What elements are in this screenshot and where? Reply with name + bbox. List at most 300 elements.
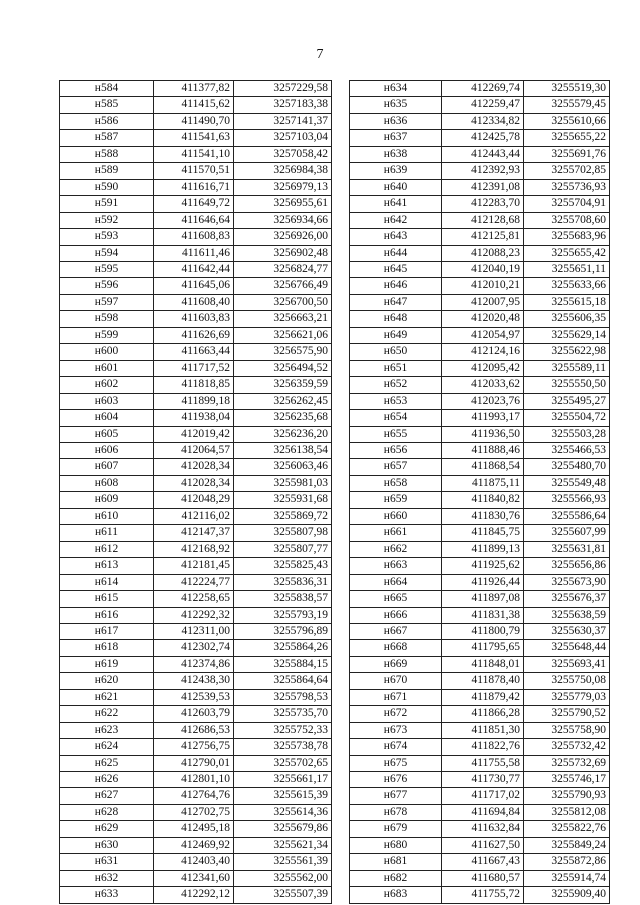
table-row (350, 870, 610, 886)
y-coordinate-cell: 3255633,66 (524, 278, 610, 294)
table-row (350, 558, 610, 574)
table-row (60, 788, 332, 804)
x-coordinate-cell: 411415,62 (154, 97, 234, 113)
point-id-cell: н592 (60, 212, 154, 228)
x-coordinate-cell: 412539,53 (154, 689, 234, 705)
x-coordinate-cell: 411866,28 (442, 706, 524, 722)
table-row (60, 887, 332, 903)
point-id-cell: н648 (350, 311, 442, 327)
y-coordinate-cell: 3255629,14 (524, 327, 610, 343)
x-coordinate-cell: 412495,18 (154, 821, 234, 837)
x-coordinate-cell: 411875,11 (442, 475, 524, 491)
table-row (350, 212, 610, 228)
point-id-cell: н613 (60, 558, 154, 574)
point-id-cell: н678 (350, 804, 442, 820)
table-row (350, 146, 610, 162)
y-coordinate-cell: 3255793,19 (234, 607, 332, 623)
table-row (350, 410, 610, 426)
table-row (60, 97, 332, 113)
x-coordinate-cell: 412292,12 (154, 887, 234, 903)
y-coordinate-cell: 3255732,69 (524, 755, 610, 771)
x-coordinate-cell: 411897,08 (442, 591, 524, 607)
y-coordinate-cell: 3255864,64 (234, 673, 332, 689)
x-coordinate-cell: 411680,57 (442, 870, 524, 886)
point-id-cell: н621 (60, 689, 154, 705)
y-coordinate-cell: 3255746,17 (524, 772, 610, 788)
y-coordinate-cell: 3255864,26 (234, 640, 332, 656)
x-coordinate-cell: 412443,44 (442, 146, 524, 162)
x-coordinate-cell: 411608,40 (154, 294, 234, 310)
point-id-cell: н624 (60, 739, 154, 755)
y-coordinate-cell: 3256663,21 (234, 311, 332, 327)
y-coordinate-cell: 3255750,08 (524, 673, 610, 689)
x-coordinate-cell: 411899,13 (442, 541, 524, 557)
x-coordinate-cell: 412311,00 (154, 623, 234, 639)
table-row (60, 558, 332, 574)
x-coordinate-cell: 412048,29 (154, 492, 234, 508)
table-row (350, 97, 610, 113)
point-id-cell: н653 (350, 393, 442, 409)
x-coordinate-cell: 412756,75 (154, 739, 234, 755)
point-id-cell: н635 (350, 97, 442, 113)
x-coordinate-cell: 411795,65 (442, 640, 524, 656)
y-coordinate-cell: 3255693,41 (524, 656, 610, 672)
y-coordinate-cell: 3255562,00 (234, 870, 332, 886)
x-coordinate-cell: 412302,74 (154, 640, 234, 656)
y-coordinate-cell: 3257141,37 (234, 113, 332, 129)
x-coordinate-cell: 411830,76 (442, 508, 524, 524)
table-row (60, 163, 332, 179)
y-coordinate-cell: 3256926,00 (234, 229, 332, 245)
x-coordinate-cell: 411645,06 (154, 278, 234, 294)
point-id-cell: н637 (350, 130, 442, 146)
x-coordinate-cell: 412801,10 (154, 772, 234, 788)
point-id-cell: н598 (60, 311, 154, 327)
table-row (60, 327, 332, 343)
table-row (350, 706, 610, 722)
point-id-cell: н640 (350, 179, 442, 195)
table-row (60, 475, 332, 491)
table-row (350, 278, 610, 294)
y-coordinate-cell: 3255981,03 (234, 475, 332, 491)
point-id-cell: н673 (350, 722, 442, 738)
table-row (350, 804, 610, 820)
table-row (350, 294, 610, 310)
x-coordinate-cell: 412259,47 (442, 97, 524, 113)
y-coordinate-cell: 3256700,50 (234, 294, 332, 310)
y-coordinate-cell: 3256359,59 (234, 377, 332, 393)
y-coordinate-cell: 3255683,96 (524, 229, 610, 245)
table-row (60, 508, 332, 524)
y-coordinate-cell: 3256984,38 (234, 163, 332, 179)
table-row (60, 212, 332, 228)
table-row (350, 854, 610, 870)
x-coordinate-cell: 411899,18 (154, 393, 234, 409)
y-coordinate-cell: 3255566,93 (524, 492, 610, 508)
x-coordinate-cell: 412019,42 (154, 426, 234, 442)
point-id-cell: н630 (60, 837, 154, 853)
y-coordinate-cell: 3255507,39 (234, 887, 332, 903)
y-coordinate-cell: 3256934,66 (234, 212, 332, 228)
table-row (350, 887, 610, 903)
point-id-cell: н627 (60, 788, 154, 804)
point-id-cell: н610 (60, 508, 154, 524)
x-coordinate-cell: 411570,51 (154, 163, 234, 179)
y-coordinate-cell: 3255779,03 (524, 689, 610, 705)
table-row (350, 196, 610, 212)
table-row (60, 804, 332, 820)
x-coordinate-cell: 412054,97 (442, 327, 524, 343)
table-row (60, 294, 332, 310)
table-row (60, 772, 332, 788)
point-id-cell: н641 (350, 196, 442, 212)
table-row (350, 163, 610, 179)
point-id-cell: н629 (60, 821, 154, 837)
x-coordinate-cell: 411879,42 (442, 689, 524, 705)
y-coordinate-cell: 3255480,70 (524, 459, 610, 475)
point-id-cell: н662 (350, 541, 442, 557)
y-coordinate-cell: 3255758,90 (524, 722, 610, 738)
table-row (350, 755, 610, 771)
table-row (350, 591, 610, 607)
table-row (60, 689, 332, 705)
y-coordinate-cell: 3255673,90 (524, 574, 610, 590)
table-row (350, 311, 610, 327)
x-coordinate-cell: 411717,02 (442, 788, 524, 804)
point-id-cell: н649 (350, 327, 442, 343)
point-id-cell: н590 (60, 179, 154, 195)
table-row (60, 623, 332, 639)
table-row (350, 821, 610, 837)
x-coordinate-cell: 411377,82 (154, 81, 234, 97)
table-row (350, 360, 610, 376)
point-id-cell: н616 (60, 607, 154, 623)
x-coordinate-cell: 412125,81 (442, 229, 524, 245)
x-coordinate-cell: 411868,54 (442, 459, 524, 475)
x-coordinate-cell: 412040,19 (442, 261, 524, 277)
table-row (60, 640, 332, 656)
table-row (350, 525, 610, 541)
y-coordinate-cell: 3255504,72 (524, 410, 610, 426)
y-coordinate-cell: 3255561,39 (234, 854, 332, 870)
table-row (60, 755, 332, 771)
x-coordinate-cell: 411925,62 (442, 558, 524, 574)
y-coordinate-cell: 3255736,93 (524, 179, 610, 195)
point-id-cell: н595 (60, 261, 154, 277)
point-id-cell: н680 (350, 837, 442, 853)
point-id-cell: н639 (350, 163, 442, 179)
table-row (350, 113, 610, 129)
y-coordinate-cell: 3255872,86 (524, 854, 610, 870)
x-coordinate-cell: 412438,30 (154, 673, 234, 689)
x-coordinate-cell: 412392,93 (442, 163, 524, 179)
x-coordinate-cell: 412147,37 (154, 525, 234, 541)
table-row (60, 81, 332, 97)
y-coordinate-cell: 3255651,11 (524, 261, 610, 277)
point-id-cell: н634 (350, 81, 442, 97)
point-id-cell: н600 (60, 344, 154, 360)
y-coordinate-cell: 3256262,45 (234, 393, 332, 409)
x-coordinate-cell: 411626,69 (154, 327, 234, 343)
table-row (60, 377, 332, 393)
x-coordinate-cell: 412064,57 (154, 442, 234, 458)
point-id-cell: н601 (60, 360, 154, 376)
x-coordinate-cell: 411694,84 (442, 804, 524, 820)
x-coordinate-cell: 412403,40 (154, 854, 234, 870)
point-id-cell: н682 (350, 870, 442, 886)
table-row (350, 607, 610, 623)
point-id-cell: н612 (60, 541, 154, 557)
point-id-cell: н646 (350, 278, 442, 294)
y-coordinate-cell: 3256235,68 (234, 410, 332, 426)
y-coordinate-cell: 3255679,86 (234, 821, 332, 837)
table-row (350, 541, 610, 557)
y-coordinate-cell: 3255884,15 (234, 656, 332, 672)
table-row (350, 81, 610, 97)
x-coordinate-cell: 411845,75 (442, 525, 524, 541)
x-coordinate-cell: 411642,44 (154, 261, 234, 277)
x-coordinate-cell: 412334,82 (442, 113, 524, 129)
y-coordinate-cell: 3257103,04 (234, 130, 332, 146)
table-row (60, 870, 332, 886)
y-coordinate-cell: 3255610,66 (524, 113, 610, 129)
point-id-cell: н591 (60, 196, 154, 212)
table-row (350, 344, 610, 360)
table-row (350, 640, 610, 656)
table-row (60, 426, 332, 442)
table-row (350, 772, 610, 788)
y-coordinate-cell: 3255798,53 (234, 689, 332, 705)
point-id-cell: н652 (350, 377, 442, 393)
table-row (60, 673, 332, 689)
table-row (350, 673, 610, 689)
point-id-cell: н645 (350, 261, 442, 277)
table-row (60, 656, 332, 672)
point-id-cell: н585 (60, 97, 154, 113)
y-coordinate-cell: 3255838,57 (234, 591, 332, 607)
y-coordinate-cell: 3255735,70 (234, 706, 332, 722)
point-id-cell: н633 (60, 887, 154, 903)
y-coordinate-cell: 3256236,20 (234, 426, 332, 442)
x-coordinate-cell: 411938,04 (154, 410, 234, 426)
point-id-cell: н603 (60, 393, 154, 409)
table-row (350, 130, 610, 146)
x-coordinate-cell: 412425,78 (442, 130, 524, 146)
coordinates-table-left (59, 80, 332, 904)
x-coordinate-cell: 411730,77 (442, 772, 524, 788)
y-coordinate-cell: 3256824,77 (234, 261, 332, 277)
table-row (350, 656, 610, 672)
point-id-cell: н597 (60, 294, 154, 310)
point-id-cell: н669 (350, 656, 442, 672)
point-id-cell: н606 (60, 442, 154, 458)
table-row (60, 344, 332, 360)
x-coordinate-cell: 412764,76 (154, 788, 234, 804)
point-id-cell: н664 (350, 574, 442, 590)
x-coordinate-cell: 412292,32 (154, 607, 234, 623)
x-coordinate-cell: 411667,43 (442, 854, 524, 870)
y-coordinate-cell: 3255495,27 (524, 393, 610, 409)
x-coordinate-cell: 411649,72 (154, 196, 234, 212)
x-coordinate-cell: 411831,38 (442, 607, 524, 623)
table-row (60, 393, 332, 409)
x-coordinate-cell: 412686,53 (154, 722, 234, 738)
x-coordinate-cell: 411936,50 (442, 426, 524, 442)
y-coordinate-cell: 3255704,91 (524, 196, 610, 212)
point-id-cell: н618 (60, 640, 154, 656)
point-id-cell: н668 (350, 640, 442, 656)
table-row (60, 574, 332, 590)
point-id-cell: н611 (60, 525, 154, 541)
point-id-cell: н670 (350, 673, 442, 689)
y-coordinate-cell: 3255702,65 (234, 755, 332, 771)
y-coordinate-cell: 3255607,99 (524, 525, 610, 541)
y-coordinate-cell: 3256955,61 (234, 196, 332, 212)
y-coordinate-cell: 3256063,46 (234, 459, 332, 475)
table-row (60, 311, 332, 327)
x-coordinate-cell: 412007,95 (442, 294, 524, 310)
point-id-cell: н628 (60, 804, 154, 820)
table-row (60, 706, 332, 722)
x-coordinate-cell: 412033,62 (442, 377, 524, 393)
x-coordinate-cell: 412088,23 (442, 245, 524, 261)
y-coordinate-cell: 3255931,68 (234, 492, 332, 508)
x-coordinate-cell: 411878,40 (442, 673, 524, 689)
x-coordinate-cell: 411490,70 (154, 113, 234, 129)
y-coordinate-cell: 3255909,40 (524, 887, 610, 903)
y-coordinate-cell: 3255732,42 (524, 739, 610, 755)
table-row (60, 525, 332, 541)
x-coordinate-cell: 412028,34 (154, 475, 234, 491)
table-row (350, 459, 610, 475)
table-row (350, 788, 610, 804)
point-id-cell: н593 (60, 229, 154, 245)
x-coordinate-cell: 412028,34 (154, 459, 234, 475)
y-coordinate-cell: 3255790,93 (524, 788, 610, 804)
y-coordinate-cell: 3255812,08 (524, 804, 610, 820)
y-coordinate-cell: 3255586,64 (524, 508, 610, 524)
point-id-cell: н608 (60, 475, 154, 491)
point-id-cell: н599 (60, 327, 154, 343)
point-id-cell: н617 (60, 623, 154, 639)
x-coordinate-cell: 411888,46 (442, 442, 524, 458)
point-id-cell: н614 (60, 574, 154, 590)
point-id-cell: н587 (60, 130, 154, 146)
table-row (60, 245, 332, 261)
x-coordinate-cell: 412341,60 (154, 870, 234, 886)
y-coordinate-cell: 3255655,22 (524, 130, 610, 146)
point-id-cell: н665 (350, 591, 442, 607)
point-id-cell: н658 (350, 475, 442, 491)
table-row (60, 410, 332, 426)
table-row (350, 574, 610, 590)
table-row (350, 442, 610, 458)
point-id-cell: н647 (350, 294, 442, 310)
y-coordinate-cell: 3255869,72 (234, 508, 332, 524)
x-coordinate-cell: 411851,30 (442, 722, 524, 738)
table-row (350, 739, 610, 755)
y-coordinate-cell: 3255656,86 (524, 558, 610, 574)
y-coordinate-cell: 3257229,58 (234, 81, 332, 97)
point-id-cell: н626 (60, 772, 154, 788)
point-id-cell: н619 (60, 656, 154, 672)
y-coordinate-cell: 3256979,13 (234, 179, 332, 195)
y-coordinate-cell: 3255655,42 (524, 245, 610, 261)
y-coordinate-cell: 3255550,50 (524, 377, 610, 393)
table-row (60, 739, 332, 755)
y-coordinate-cell: 3255622,98 (524, 344, 610, 360)
x-coordinate-cell: 412124,16 (442, 344, 524, 360)
table-row (60, 261, 332, 277)
point-id-cell: н636 (350, 113, 442, 129)
point-id-cell: н655 (350, 426, 442, 442)
point-id-cell: н586 (60, 113, 154, 129)
table-row (60, 278, 332, 294)
table-row (60, 130, 332, 146)
point-id-cell: н667 (350, 623, 442, 639)
x-coordinate-cell: 411627,50 (442, 837, 524, 853)
table-row (350, 623, 610, 639)
x-coordinate-cell: 412258,65 (154, 591, 234, 607)
x-coordinate-cell: 411632,84 (442, 821, 524, 837)
y-coordinate-cell: 3255752,33 (234, 722, 332, 738)
x-coordinate-cell: 412603,79 (154, 706, 234, 722)
point-id-cell: н605 (60, 426, 154, 442)
table-row (60, 196, 332, 212)
y-coordinate-cell: 3256766,49 (234, 278, 332, 294)
x-coordinate-cell: 411717,52 (154, 360, 234, 376)
x-coordinate-cell: 412020,48 (442, 311, 524, 327)
point-id-cell: н657 (350, 459, 442, 475)
y-coordinate-cell: 3256621,06 (234, 327, 332, 343)
y-coordinate-cell: 3255621,34 (234, 837, 332, 853)
table-row (350, 837, 610, 853)
x-coordinate-cell: 412391,08 (442, 179, 524, 195)
point-id-cell: н663 (350, 558, 442, 574)
point-id-cell: н589 (60, 163, 154, 179)
x-coordinate-cell: 412023,76 (442, 393, 524, 409)
x-coordinate-cell: 411848,01 (442, 656, 524, 672)
x-coordinate-cell: 411755,72 (442, 887, 524, 903)
point-id-cell: н625 (60, 755, 154, 771)
table-row (60, 591, 332, 607)
point-id-cell: н651 (350, 360, 442, 376)
table-row (350, 261, 610, 277)
y-coordinate-cell: 3255503,28 (524, 426, 610, 442)
point-id-cell: н676 (350, 772, 442, 788)
table-row (60, 229, 332, 245)
y-coordinate-cell: 3255648,44 (524, 640, 610, 656)
page-number: 7 (316, 47, 324, 62)
y-coordinate-cell: 3255631,81 (524, 541, 610, 557)
point-id-cell: н666 (350, 607, 442, 623)
point-id-cell: н602 (60, 377, 154, 393)
point-id-cell: н644 (350, 245, 442, 261)
point-id-cell: н659 (350, 492, 442, 508)
table-row (350, 327, 610, 343)
x-coordinate-cell: 411611,46 (154, 245, 234, 261)
y-coordinate-cell: 3255579,45 (524, 97, 610, 113)
x-coordinate-cell: 412702,75 (154, 804, 234, 820)
table-row (60, 113, 332, 129)
table-row (350, 722, 610, 738)
table-row (350, 508, 610, 524)
table-row (350, 492, 610, 508)
y-coordinate-cell: 3256575,90 (234, 344, 332, 360)
x-coordinate-cell: 412168,92 (154, 541, 234, 557)
point-id-cell: н604 (60, 410, 154, 426)
table-row (60, 442, 332, 458)
